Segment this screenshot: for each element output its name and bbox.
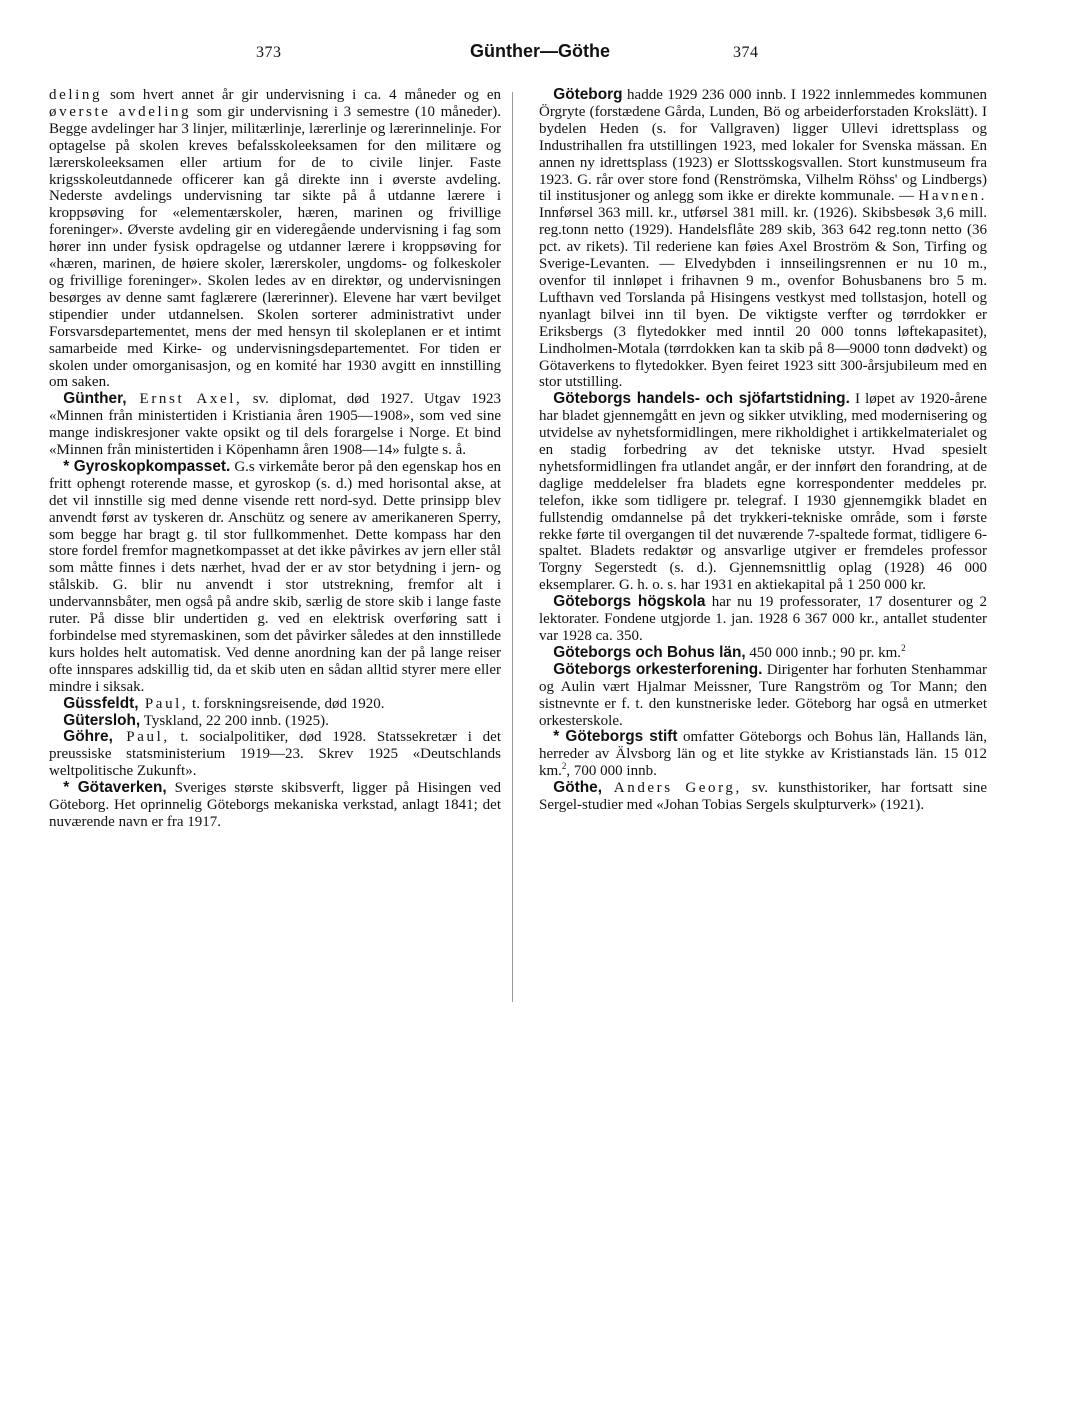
entry-goteborgs-hogskola: Göteborgs högskola har nu 19 professorater, 17 dosenturer og 2 lektorater. Fondene utgjorde 1. jan. 1928 6 367 000 kr., antallet studenter var 1928 ca. 350.	[539, 593, 987, 644]
headword: * Göteborgs stift	[553, 728, 678, 746]
entry-gotaverken: * Götaverken, Sveriges største skibsverft, ligger på Hisingen ved Göteborg. Het oprinnelig Göteborgs mekaniska verkstad, anlagt 1841; det nuværende navn er fra 1917.	[49, 779, 501, 830]
entry-continuation: deling som hvert annet år gir undervisning i ca. 4 måneder og en øverste avdeling som gir undervisning i 3 semestre (10 måneder). Begge avdelinger har 3 linjer, militærlinje, lærerlinje og lærerinnelinje. For optagelse på skolen kreves befalsskoleeksamen for den militære og lærerskoleeksamen eller artium for de to civile linjer. Faste krigsskoleutdannede officerer kan gå direkte inn i øverste avdeling. Nederste avdelings undervisning tar sikte på å utdanne lærere i kroppsøving for «elementærskoler, hæren, marinen og frivillige foreninger». Øverste avdeling gir en videregående undervisning i fag som hører inn under fysisk opdragelse og utdanner lærere i kroppsøving for «hæren, marinen, de høiere skoler, lærerskoler, ungdoms- og folkeskoler og frivillige foreninger». Skolen ledes av en direktør, og undervisningen besørges av denne samt faglærere (lærerinner). Elevene har vært bevilget stipendier under utdannelsen. Skolen sorterer administrativt under Forsvarsdepartementet, mens der med hensyn til skoleplanen er et intimt samarbeide med Kirke- og undervisningsdepartementet. For tiden er skolen under omorganisasjon, og en komité har 1930 avgitt en innstilling om saken.	[49, 87, 501, 391]
entry-gohre: Göhre, Paul, t. socialpolitiker, død 1928. Statssekretær i det preussiske statsministerium 1919—23. Skrev 1925 «Deutschlands weltpolitische Zukunft».	[49, 728, 501, 780]
entry-goteborgs-och-bohus-lan: Göteborgs och Bohus län, 450 000 innb.; 90 pr. km.$^2$	[553, 642, 906, 661]
headword: Göteborgs och Bohus län,	[553, 643, 746, 661]
entry-gunther: Günther, Ernst Axel, sv. diplomat, død 1927. Utgav 1923 «Minnen från ministertiden i Kristiania åren 1905—1908», som ved sine mange indiskresjoner vakte opsikt og til dels forargelse i Norge. Et bind «Minnen från ministertiden i Köpenhamn åren 1908—14» fulgte s. å.	[49, 390, 501, 459]
headword: Göteborgs högskola	[553, 593, 706, 611]
entry-goteborg: Göteborg hadde 1929 236 000 innb. I 1922 innlemmedes kommunen Örgryte (forstædene Gårda, Lunden, Bö og arbeiderforstaden Krokslätt). I bydelen Heden (s. for Vallgraven) ligger Ullevi idrettsplass og Industrihallen fra utstillingen 1923, med lokaler for Svenska mässan. En annen ny idrettsplass (1923) er Slottsskogsvallen. Stort kunstmuseum fra 1923. G. rår over store fond (Renströmska, Vilhelm Röhss' og Lindbergs) til institusjoner og anlegg som ikke er direkte kommunale. — Havnen. Innførsel 363 mill. kr., utførsel 381 mill. kr. (1926). Skibsbesøk 3,6 mill. reg.tonn netto (1929). Handelsflåte 289 skib, 363 642 reg.tonn netto (36 pct. av rikets). Til rederiene kan føies Axel Broström & Son, Tirfing og Sverige-Levanten. — Elvedybden i innseilingsrennen er nu 10 m., ovenfor til innløpet i frihavnen 9 m., ovenfor Bohusbanens bro 5 m. Lufthavn ved Torslanda på Hisingens vestkyst med tollstasjon, hotell og nyanlagt bilvei inn til byen. De viktigste verfter og tørrdokker er Eriksbergs (3 flytedokker med inntil 20 000 tonns løftekapasitet), Lindholmen-Motala (tørrdokken kan ta skib på 8—9000 tonn dødvekt) og Götaverkens to flytedokker. Byen feiret 1923 sitt 300-årsjubileum med en stor utstilling.	[539, 86, 987, 391]
headword: Göteborgs handels- och sjöfartstidning.	[553, 390, 850, 408]
right-column	[539, 87, 987, 814]
entry-gyroskopkompasset: * Gyroskopkompasset. G.s virkemåte beror på den egenskap hos en fritt ophengt roterende masse, et gyroskop (s. d.) med horisontal akse, at det vil innstille sig med denne visende rett nord-syd. Dette prinsipp blev anvendt først av tyskeren dr. Anschütz og senere av amerikaneren Sperry, som begge har bragt g. til stor fullkommenhet. Dette kompass har den store fordel fremfor magnetkompasset at det ikke påvirkes av jern eller stål som måtte finnes i dets nærhet, hvad der er av stor betydning i jern- og stålskib. G. blir nu anvendt i stor utstrekning, fremfor alt i undervannsbåter, men også på andre skib, særlig de store skib i lange faste ruter. På disse blir undertiden g. ved en elektrisk overføring satt i forbindelse med styremaskinen, som det påvirker således at den innstillede kurs holdes helt automatisk. Ved denne anordning kan der på lange reiser ofte innspares adskillig tid, da et skib uten en sådan alltid styrer mere eller mindre i siksak.	[49, 457, 501, 695]
entry-gussfeldt: Güssfeldt, Paul, t. forskningsreisende, død 1920.	[63, 694, 385, 712]
entry-gothe: Göthe, Anders Georg, sv. kunsthistoriker, har fortsatt sine Sergel-studier med «Johan Tobias Sergels skulpturverk» (1921).	[539, 779, 988, 814]
entry-gutersloh: Gütersloh, Tyskland, 22 200 innb. (1925).	[63, 711, 329, 729]
headword: Gütersloh,	[63, 711, 141, 729]
headword: * Gyroskopkompasset.	[63, 457, 231, 475]
page-number-right: 374	[733, 44, 759, 61]
entry-goteborgs-orkesterforening: Göteborgs orkesterforening. Dirigenter har forhuten Stenhammar og Aulin vært Hjalmar Meissner, Ture Rangström og Tor Mann; den sistnevnte er f. t. den kunstneriske leder. Göteborg har også en utmerket orkesterskole.	[539, 660, 987, 729]
headword: Göteborg	[553, 86, 623, 103]
column-divider	[512, 92, 513, 1002]
entry-goteborgs-stift: * Göteborgs stift omfatter Göteborgs och Bohus län, Hallands län, herreder av Älvsborg län og et lite stykke av Kristianstads län. 15 012 km.$^2$, 700 000 innb.	[539, 728, 988, 780]
page-header	[0, 41, 1080, 68]
headword: Güssfeldt,	[63, 694, 139, 712]
headword: Göthe,	[553, 779, 602, 797]
headword: * Götaverken,	[63, 779, 167, 797]
left-column	[49, 87, 501, 831]
page-number-left: 373	[256, 44, 282, 61]
entry-goteborgs-handels-och-sjofartstidning: Göteborgs handels- och sjöfartstidning. I løpet av 1920-årene har bladet gjennemgått en jevn og sikker utvikling, med modernisering og utvidelse av nyhetsformidlingen, mere rikholdighet i artikkelmaterialet og en stadig forbedring av det tekniske utstyr. Hvad spesielt nyhetsformidlingen fra utlandet angår, er der innført den forandring, at de daglige meddelelser fra bladets egne korrespondenter meddeles pr. telefon, ikke som tidligere pr. telegraf. I 1930 gjennemgikk bladet en fullstendig omdannelse på det trykkeri-tekniske område, som i første rekke førte til overgangen til det nuværende 7-spaltede format, tidligere 6-spaltet. Bladets redaktør og ansvarlige utgiver er fremdeles professor Torgny Segerstedt (s. d.). Gjennemsnittlig oplag (1928) 46 000 eksemplarer. G. h. o. s. har 1931 en aktiekapital på 1 250 000 kr.	[539, 390, 988, 594]
headword: Göhre,	[63, 728, 113, 746]
headword: Günther,	[63, 390, 127, 408]
running-head: Günther—Göthe	[470, 41, 610, 61]
headword: Göteborgs orkesterforening.	[553, 660, 763, 678]
